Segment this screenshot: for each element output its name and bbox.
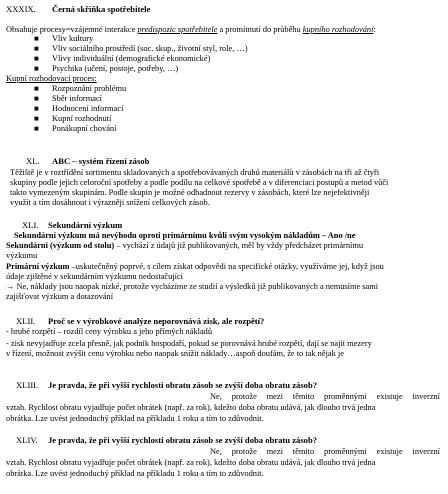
body-line: využít a tím dosáhnout i výrazněji snížení celkových zásob.	[10, 198, 210, 207]
question-line: Sekundární výzkum má nevýhodu oproti primárnímu kvůli svým vysokým nákladům – Ano /ne	[14, 231, 356, 240]
secondary-text: – vychází z údajů již publikovaných, měl by vždy předcházet primárnímu	[116, 241, 364, 250]
bullet-icon: ■	[34, 84, 39, 93]
section-number: XLIV.	[16, 435, 38, 445]
secondary-definition	[6, 241, 363, 251]
list-item: Vliv kultury	[52, 34, 94, 43]
bullet-icon: ■	[34, 54, 39, 63]
process-label: Kupní rozhodovací proces:	[6, 74, 97, 83]
primary-text: –uskutečněný poprvé, s cílem získat odpovědi na specifické otázky, využíváme jej, když jsou	[69, 262, 384, 271]
body-line: vztah. Rychlost obratu vyjadřuje počet obrátek (např. za rok), kdežto doba obratu udává, jak dlouho trvá jedna	[6, 458, 376, 467]
list-item: Rozpoznání problému	[52, 84, 127, 93]
body-line: takto vymezeným skupinám. Podle skupin je možné odhadnout rezervy v zásobách, které lze nejefektivněji	[10, 188, 370, 197]
section-title: Je pravda, že při vyšší rychlosti obratu zásob se zvýší doba obratu zásob?	[48, 435, 318, 445]
body-line: - zisk nevyjadřuje zcela přesně, jak podnik hospodaří, pokud se porovnává hrubé rozpětí, dají se najít mezery	[6, 339, 372, 348]
body-line: Těžiště je v roztřídění sortimentu skladovaných a spotřebovávaných druhů materiálů v zásobách na tři až čtyři	[10, 168, 380, 177]
bullet-icon: ■	[34, 104, 39, 113]
intro-text: Obsahuje procesy=vzájemné interakce	[6, 25, 138, 34]
bullet-icon: ■	[34, 94, 39, 103]
list-item: Ponákupní chování	[52, 124, 117, 133]
bullet-icon: ■	[34, 34, 39, 43]
answer-line: zajišťovat výzkum a dotazování	[6, 292, 114, 301]
bullet-icon: ■	[34, 124, 39, 133]
body-line: výzkumu	[6, 251, 38, 260]
list-item: Psychika (učení, postoje, potřeby, …)	[52, 64, 179, 73]
section-number: XLIII.	[16, 380, 39, 390]
list-item: Hodnocení informací	[52, 104, 124, 113]
section-number: XLII.	[16, 316, 36, 326]
body-line: obrátka. Lze uvést jednoduchý příklad na příkladu 1 roku a tím to zdůvodnit.	[6, 469, 264, 478]
secondary-term: Sekundární (výzkum od stolu)	[6, 241, 115, 250]
intro-term-decision: kupního rozhodování	[302, 25, 374, 34]
section-number: XLI.	[22, 220, 39, 230]
list-item: Vlivy individuální (demografické ekonomické)	[52, 54, 211, 63]
section-title: Je pravda, že při vyšší rychlosti obratu zásob se zvýší doba obratu zásob?	[48, 380, 318, 390]
intro-text: :	[373, 25, 376, 34]
answer-line: → Ne, náklady jsou naopak nízké, protože vycházíme ze studií a výsledků již publikovaných a nemusíme sami	[6, 282, 379, 291]
body-line: - hrubé rozpětí – rozdíl ceny výrobku a jeho přímých nákladů	[6, 327, 213, 336]
primary-definition	[6, 262, 384, 272]
list-item: Sběr informací	[52, 94, 103, 103]
primary-term: Primární výzkum	[6, 262, 70, 271]
intro-text: a promítnutí do průběhu	[217, 25, 303, 34]
section-number: XXXIX.	[6, 4, 36, 14]
body-line: vztah. Rychlost obratu vyjadřuje počet obrátek (např. za rok), kdežto doba obratu udává, jak dlouho trvá jedna	[6, 403, 376, 412]
bullet-icon: ■	[34, 64, 39, 73]
section-title: Sekundární výzkum	[48, 220, 123, 230]
body-line: Ne, protože mezi těmito proměnnými existuje inverzní	[210, 447, 440, 456]
bullet-icon: ■	[34, 114, 39, 123]
list-item: Vliv sociálního prostředí (soc. skup., životní styl, role, …)	[52, 44, 248, 53]
list-item: Kupní rozhodnutí	[52, 114, 112, 123]
body-line: v řízení, možnost zvýšit cenu výrobku nebo naopak snížit náklady…aspoň doufám, že to tak nějak je	[6, 349, 344, 358]
body-line: skupiny podle jejich celoroční spotřeby a podle podílu na celkové spotřebě a v diferenciaci postupů a metod vůči	[10, 178, 389, 187]
section-title: Černá skříňka spotřebitele	[52, 4, 151, 14]
section-number: XL.	[26, 156, 40, 166]
body-line: údaje zjištěné v sekundárním výzkumu nedostačující	[6, 272, 183, 281]
intro-term-predispositions: predispozic spotřebitele	[137, 25, 218, 34]
section-title: Proč se v výrobkové analýze neporovnává zisk, ale rozpětí?	[48, 316, 265, 326]
section-title: ABC – systém řízení zásob	[52, 156, 150, 166]
body-line: Ne, protože mezi těmito proměnnými existuje inverzní	[210, 392, 440, 401]
body-line: obrátka. Lze uvést jednoduchý příklad na příkladu 1 roku a tím to zdůvodnit.	[6, 414, 264, 423]
bullet-icon: ■	[34, 44, 39, 53]
